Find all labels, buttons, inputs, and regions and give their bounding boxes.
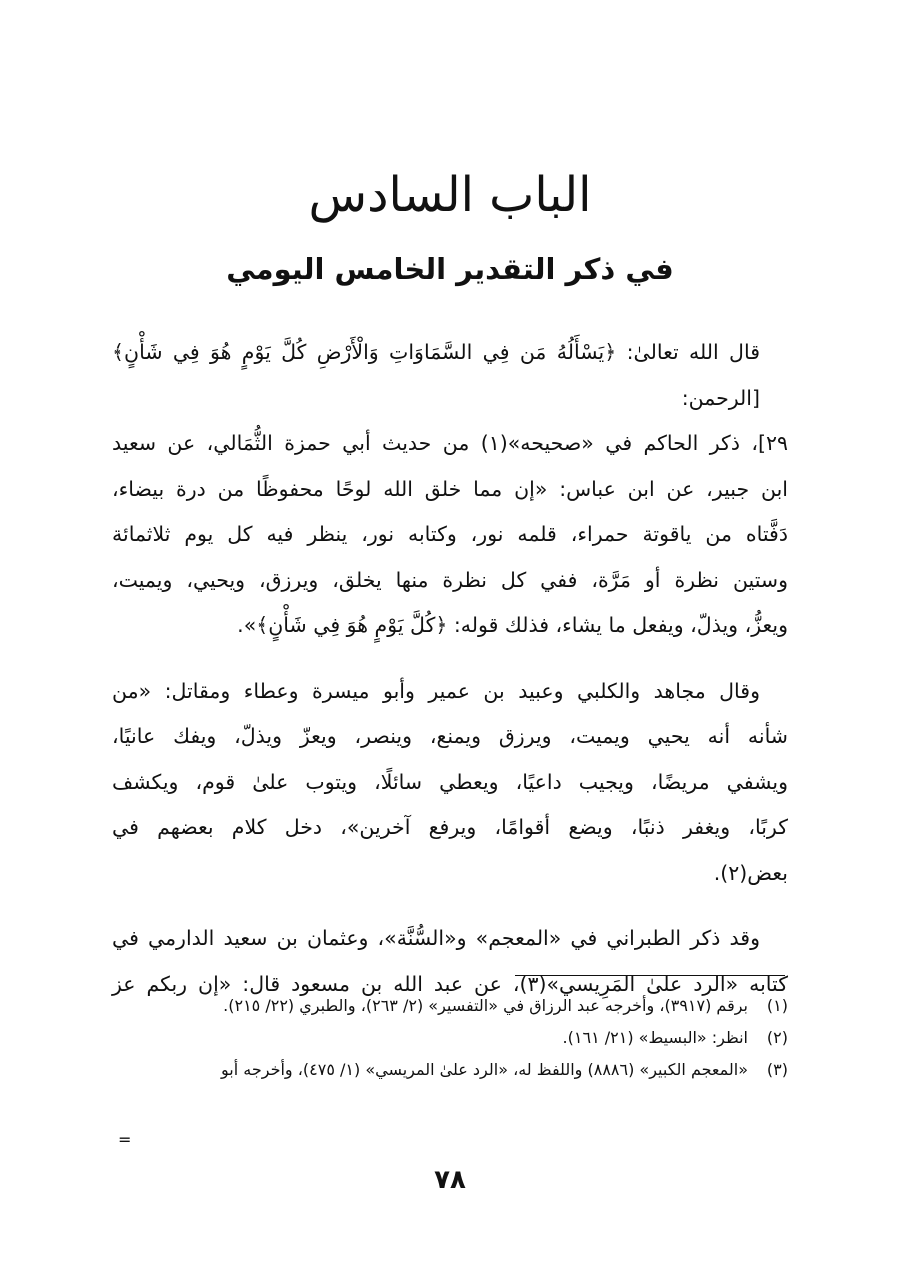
footnote: [112, 1022, 788, 1054]
text-line: وقال مجاهد والكلبي وعبيد بن عمير وأبو ميسرة وعطاء ومقاتل: «من: [112, 678, 760, 703]
text-line: شأنه أنه يحيي ويميت، ويرزق ويمنع، وينصر، ويعزّ ويذلّ، ويفك عانيًا،: [112, 724, 788, 748]
paragraph-2: [112, 669, 788, 897]
text-line: وقد ذكر الطبراني في «المعجم» و«السُّنَّة»، وعثمان بن سعيد الدارمي في: [112, 926, 760, 950]
footnote-text: برقم (٣٩١٧)، وأخرجه عبد الرزاق في «التفسير» (٢/ ٢٦٣)، والطبري (٢٢/ ٢١٥).: [223, 996, 748, 1015]
footnote: [112, 990, 788, 1022]
text-line: ابن جبير، عن ابن عباس: «إن مما خلق الله لوحًا محفوظًا من درة بيضاء،: [112, 476, 788, 501]
footnote-number: (١): [766, 996, 788, 1015]
text-line: قال الله تعالىٰ: ﴿يَسْأَلُهُ مَن فِي السَّمَاوَاتِ وَالْأَرْضِ كُلَّ يَوْمٍ هُوَ فِي شَأْنٍ﴾ [الرحمن:: [112, 340, 760, 410]
footnote-number: (٣): [766, 1060, 788, 1079]
text-line: ويشفي مريضًا، ويجيب داعيًا، ويعطي سائلًا، ويتوب علىٰ قوم، ويكشف: [112, 769, 788, 794]
footnotes: [112, 990, 788, 1086]
chapter-title: الباب السادس: [308, 167, 592, 223]
text-line: كتابه «الرد علىٰ المَرِيسي»(٣)، عن عبد الله بن مسعود قال: «إن ربكم عز: [112, 971, 788, 996]
text-line: دَفَّتاه من ياقوتة حمراء، قلمه نور، وكتابه نور، ينظر فيه كل يوم ثلاثمائة: [112, 522, 788, 546]
text-line: وستين نظرة أو مَرَّة، ففي كل نظرة منها يخلق، ويرزق، ويحيي، ويميت،: [112, 567, 788, 592]
main-text: [112, 330, 788, 1007]
text-line: كربًا، ويغفر ذنبًا، ويضع أقوامًا، ويرفع آخرين»، دخل كلام بعضهم في: [112, 815, 788, 839]
footnote: [112, 1054, 788, 1086]
text-line: ويعزُّ، ويذلّ، ويفعل ما يشاء، فذلك قوله: ﴿كُلَّ يَوْمٍ هُوَ فِي شَأْنٍ﴾».: [237, 613, 788, 637]
page-number: ٧٨: [434, 1165, 466, 1195]
footnote-separator: [515, 975, 785, 976]
text-line: بعض(٢).: [713, 860, 788, 885]
footnote-number: (٢): [766, 1028, 788, 1047]
footnote-continuation-mark: =: [118, 1130, 132, 1149]
paragraph-1: [112, 330, 788, 649]
text-line: ٢٩]، ذكر الحاكم في «صحيحه»(١) من حديث أبي حمزة الثُّمَالي، عن سعيد: [112, 431, 788, 455]
chapter-subtitle: في ذكر التقدير الخامس اليومي: [226, 252, 674, 286]
footnote-text: «المعجم الكبير» (٨٨٨٦) واللفظ له، «الرد علىٰ المريسي» (١/ ٤٧٥)، وأخرجه أبو: [221, 1060, 748, 1079]
footnote-text: انظر: «البسيط» (٢١/ ١٦١).: [562, 1028, 748, 1047]
